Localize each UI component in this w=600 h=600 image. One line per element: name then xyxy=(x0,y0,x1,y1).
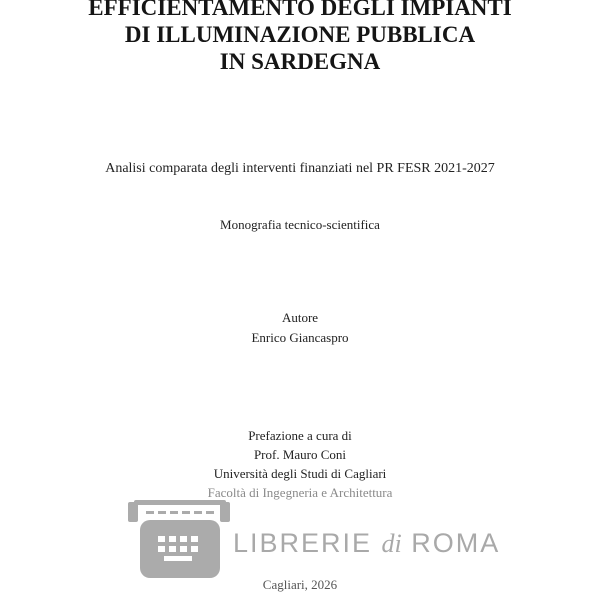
preface-author: Prof. Mauro Coni xyxy=(253,447,347,462)
watermark-text-2: ROMA xyxy=(401,528,501,558)
preface-university: Università degli Studi di Cagliari xyxy=(213,466,387,481)
preface-faculty: Facoltà di Ingegneria e Architettura xyxy=(207,485,393,500)
author-label: Autore xyxy=(281,310,319,325)
monograph-label: Monografia tecnico-scientifica xyxy=(220,217,380,232)
preface-label: Prefazione a cura di xyxy=(248,428,352,443)
place-year: Cagliari, 2026 xyxy=(262,577,338,592)
subtitle: Analisi comparata degli interventi finanziati nel PR FESR 2021-2027 xyxy=(105,161,495,176)
title-line-2: DI ILLUMINAZIONE PUBBLICA xyxy=(124,22,476,47)
preface-block xyxy=(0,426,600,502)
watermark-wordmark xyxy=(233,528,500,559)
author-name: Enrico Giancaspro xyxy=(251,330,349,345)
watermark-text-di: di xyxy=(381,529,402,558)
title-line-1: EFFICIENTAMENTO DEGLI IMPIANTI xyxy=(88,0,512,20)
watermark-text-1: LIBRERIE xyxy=(233,528,382,558)
title-line-3: IN SARDEGNA xyxy=(219,49,381,74)
book-title xyxy=(0,0,600,75)
